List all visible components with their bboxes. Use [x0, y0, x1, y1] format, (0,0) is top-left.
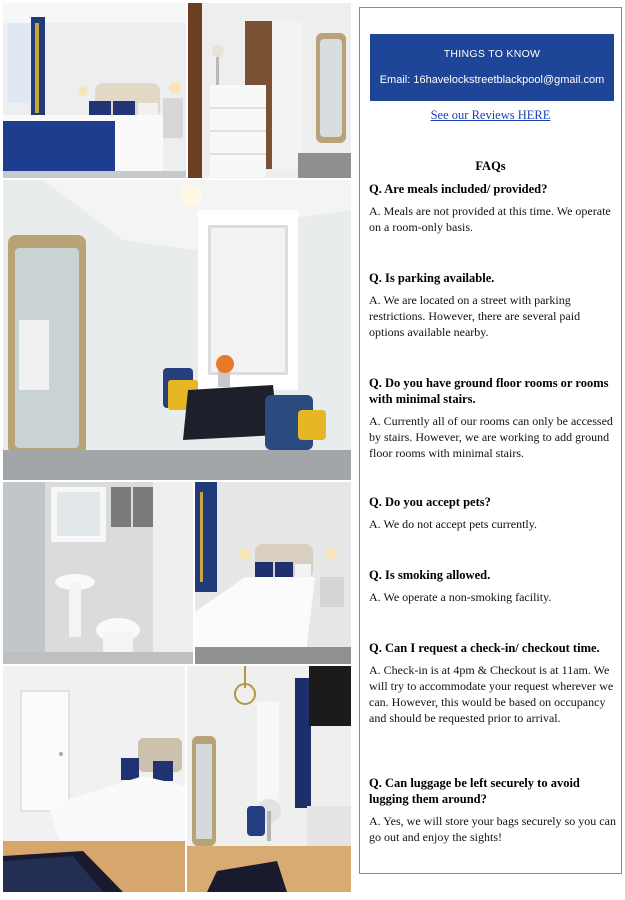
- faq-item-check-in: [369, 640, 617, 726]
- photo-room-window-table: [3, 180, 351, 480]
- faq-question: Q. Is parking available.: [369, 271, 495, 285]
- faq-answer: A. We are located on a street with parking restrictions. However, there are several paid options available nearby.: [369, 293, 581, 339]
- faq-answer: A. Currently all of our rooms can only be accessed by stairs. However, we are working to add ground floor rooms with minimal stairs.: [369, 414, 613, 460]
- faq-question: Q. Do you accept pets?: [369, 495, 491, 509]
- faq-question: Q. Do you have ground floor rooms or rooms with minimal stairs.: [369, 376, 609, 406]
- faq-answer: A. Check-in is at 4pm & Checkout is at 11am. We will try to accommodate your request wherever we can. However, this would be based on occupancy and should be requested prior to arrival.: [369, 663, 614, 725]
- faq-answer: A. Yes, we will store your bags securely so you can go out and enjoy the sights!: [369, 814, 616, 844]
- faq-answer: A. We operate a non-smoking facility.: [369, 590, 552, 604]
- faq-answer: A. Meals are not provided at this time. We operate on a room-only basis.: [369, 204, 611, 234]
- faq-item-pets: [369, 494, 617, 532]
- faq-item-parking: [369, 270, 617, 340]
- photo-bedroom-headboard: [195, 482, 351, 664]
- faq-item-smoking: [369, 567, 617, 605]
- reviews-link[interactable]: See our Reviews HERE: [430, 108, 551, 122]
- faqs-title: FAQs: [475, 159, 506, 173]
- faq-answer: A. We do not accept pets currently.: [369, 517, 537, 531]
- faq-item-ground-floor: [369, 375, 617, 461]
- faq-item-meals: [369, 181, 617, 235]
- faq-question: Q. Can luggage be left securely to avoid lugging them around?: [369, 776, 580, 806]
- faq-question: Q. Are meals included/ provided?: [369, 182, 548, 196]
- banner-title: THINGS TO KNOW: [443, 48, 541, 60]
- banner-email[interactable]: Email: 16havelockstreetblackpool@gmail.com: [379, 74, 605, 86]
- photo-bedroom-door: [3, 666, 185, 892]
- things-to-know-banner: [370, 34, 614, 101]
- faq-item-luggage: [369, 775, 617, 845]
- faq-question: Q. Can I request a check-in/ checkout time.: [369, 641, 600, 655]
- photo-drawers-wardrobe: [188, 3, 351, 178]
- photo-room-chandelier: [187, 666, 351, 892]
- photo-bedroom-blue-throw: [3, 3, 186, 178]
- photo-bathroom: [3, 482, 193, 664]
- info-panel: [359, 7, 622, 874]
- faq-question: Q. Is smoking allowed.: [369, 568, 491, 582]
